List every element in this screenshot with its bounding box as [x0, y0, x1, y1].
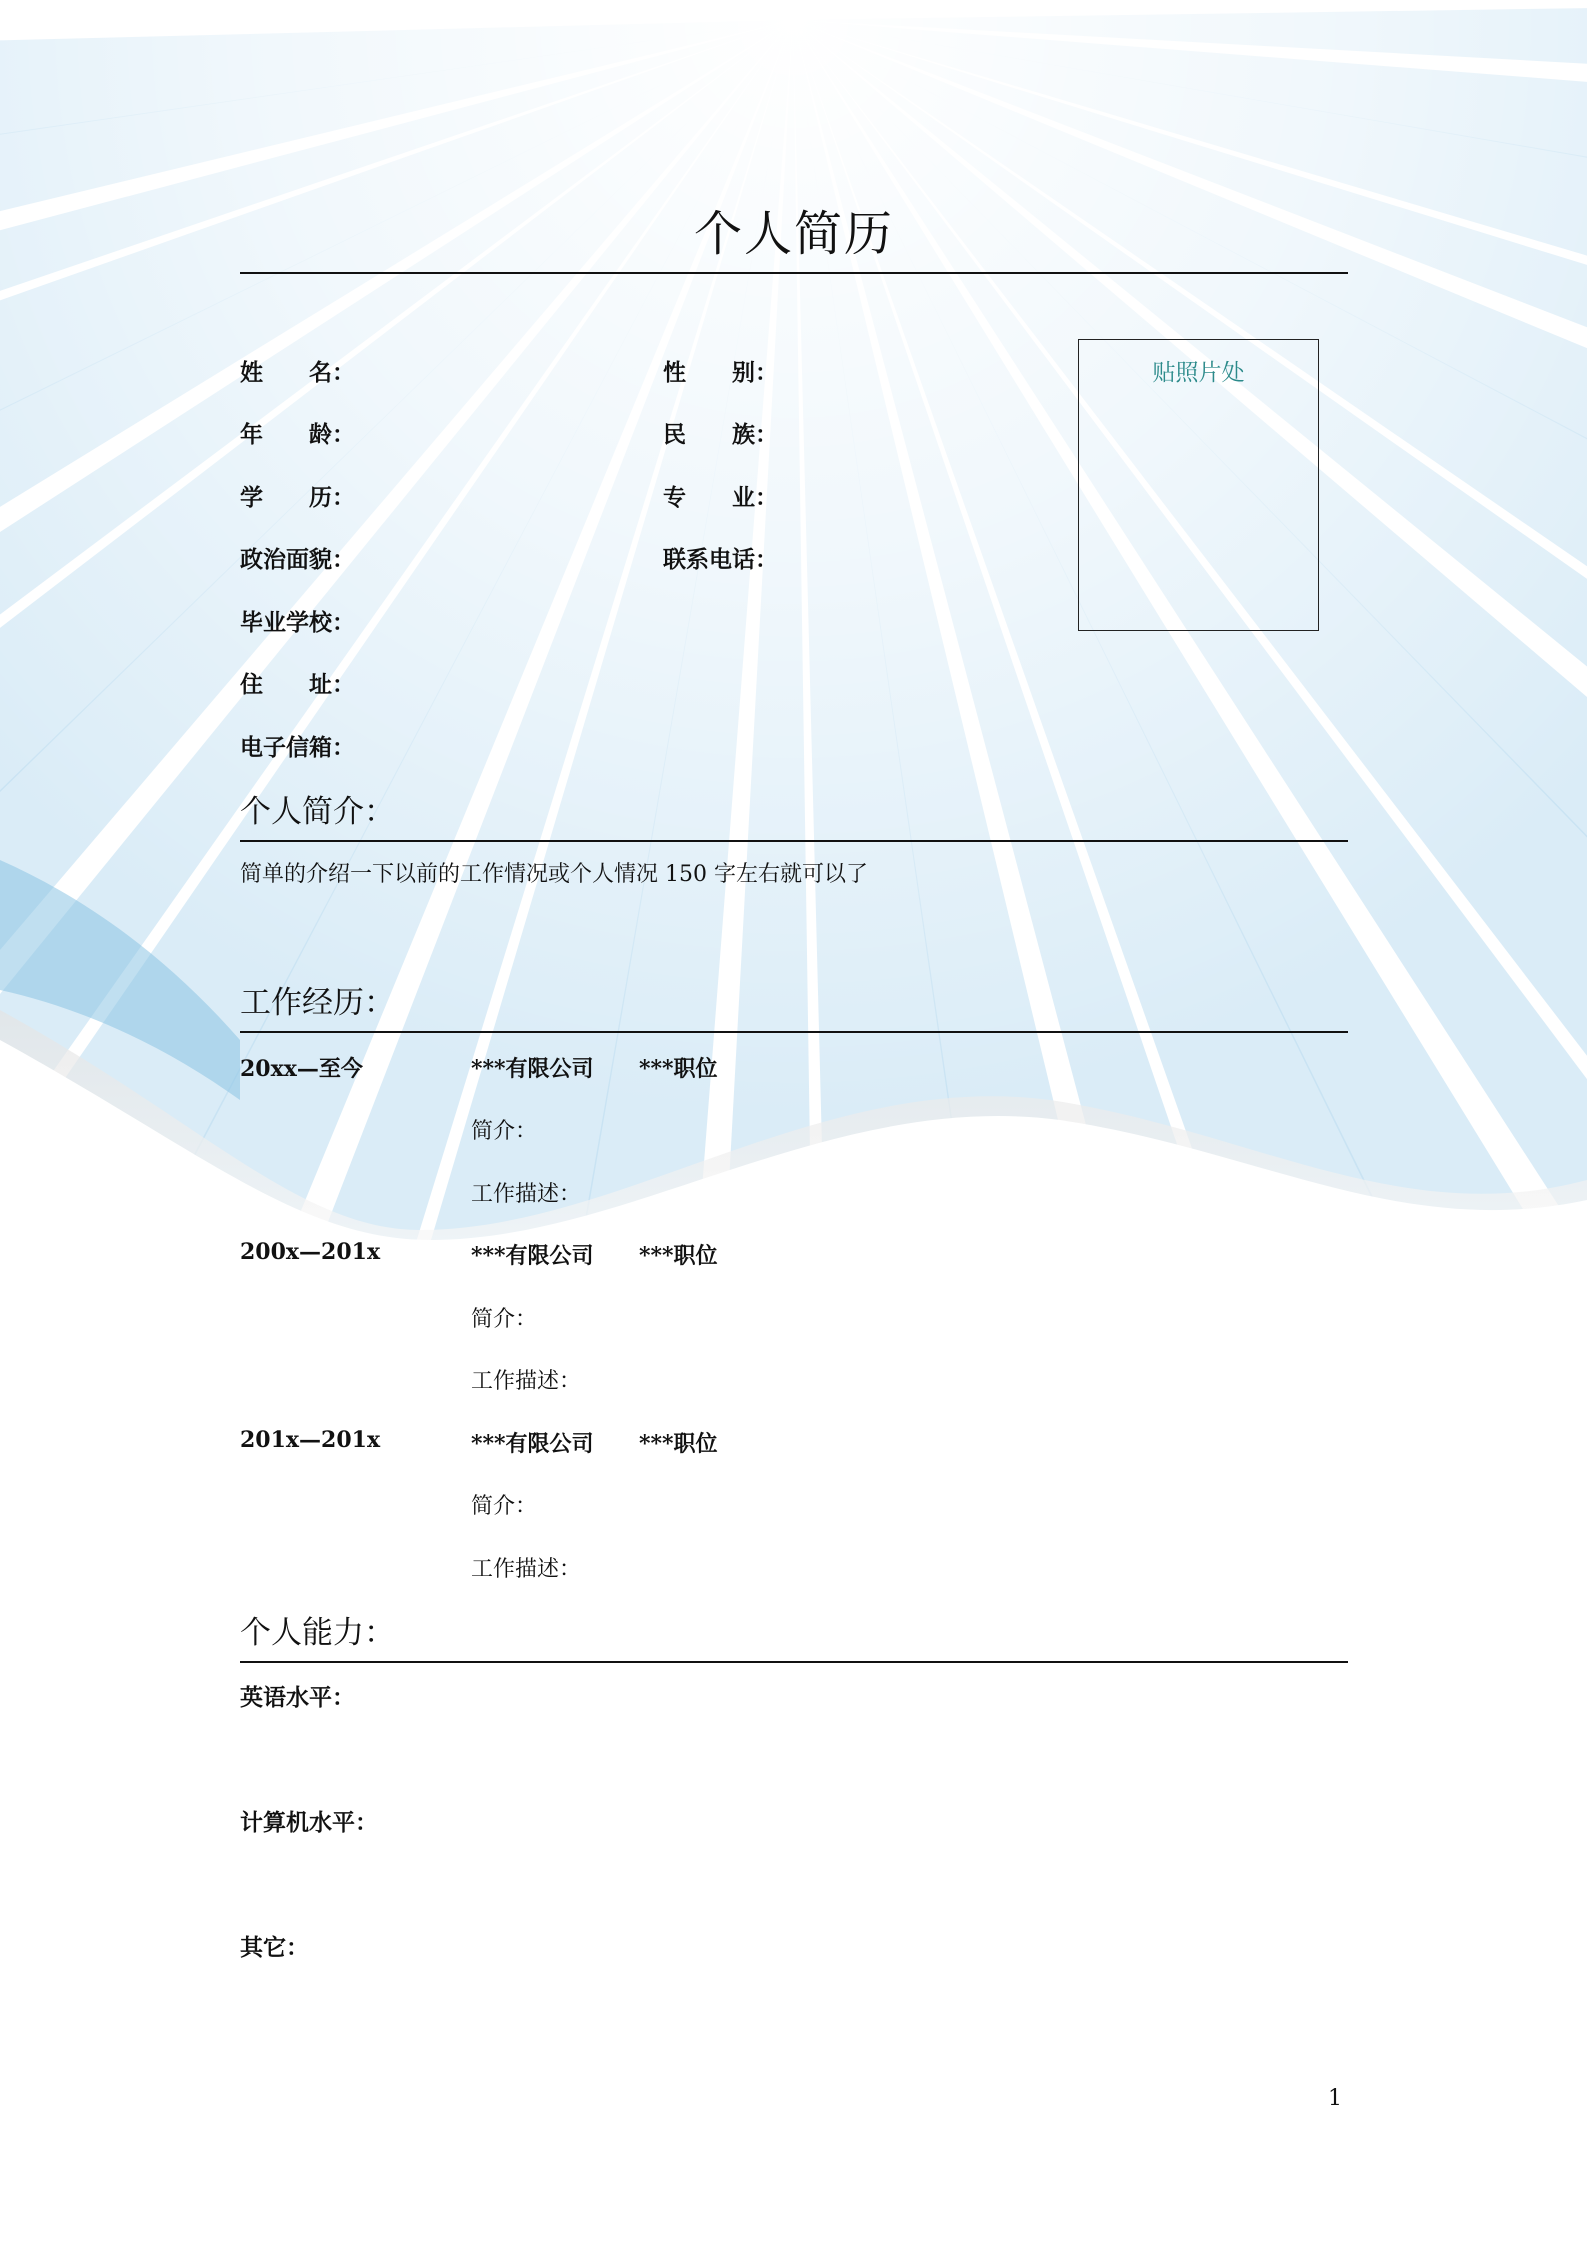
address-label: 住 址： [240, 671, 355, 698]
work-summary-label: 简介： [471, 1307, 538, 1332]
english-level-label: 英语水平： [240, 1684, 355, 1711]
computer-level-label: 计算机水平： [240, 1809, 378, 1836]
email-label: 电子信箱： [240, 734, 355, 761]
work-position: ***职位 [639, 1243, 718, 1269]
work-company: ***有限公司 [471, 1431, 594, 1457]
photo-placeholder-label: 贴照片处 [1152, 360, 1245, 386]
work-position: ***职位 [639, 1056, 718, 1082]
work-position: ***职位 [639, 1431, 718, 1457]
work-company: ***有限公司 [471, 1243, 594, 1269]
work-description-label: 工作描述： [471, 1182, 582, 1207]
age-label: 年 龄： [240, 421, 355, 448]
work-summary-label: 简介： [471, 1494, 538, 1519]
political-status-label: 政治面貌： [240, 546, 355, 573]
phone-label: 联系电话： [663, 546, 778, 573]
intro-heading: 个人简介： [240, 794, 395, 830]
work-heading: 工作经历： [240, 985, 395, 1021]
skills-heading: 个人能力： [240, 1615, 395, 1651]
name-label: 姓 名： [240, 359, 355, 386]
school-label: 毕业学校： [240, 609, 355, 636]
title-divider [240, 272, 1348, 274]
work-period: 200x—201x [240, 1239, 381, 1265]
work-divider [240, 1031, 1348, 1033]
major-label: 专 业： [663, 484, 778, 511]
page-number: 1 [1328, 2086, 1342, 2111]
other-label: 其它： [240, 1934, 309, 1961]
work-company: ***有限公司 [471, 1056, 594, 1082]
page-title: 个人简历 [693, 206, 894, 262]
work-period: 201x—201x [240, 1427, 381, 1453]
ethnicity-label: 民 族： [663, 421, 778, 448]
work-description-label: 工作描述： [471, 1557, 582, 1582]
skills-divider [240, 1661, 1348, 1663]
education-label: 学 历： [240, 484, 355, 511]
work-period: 20xx—至今 [240, 1056, 363, 1082]
gender-label: 性 别： [663, 359, 778, 386]
intro-divider [240, 840, 1348, 842]
work-description-label: 工作描述： [471, 1369, 582, 1394]
intro-text: 简单的介绍一下以前的工作情况或个人情况 150 字左右就可以了 [240, 862, 868, 887]
work-summary-label: 简介： [471, 1119, 538, 1144]
photo-placeholder-box [1078, 339, 1319, 631]
